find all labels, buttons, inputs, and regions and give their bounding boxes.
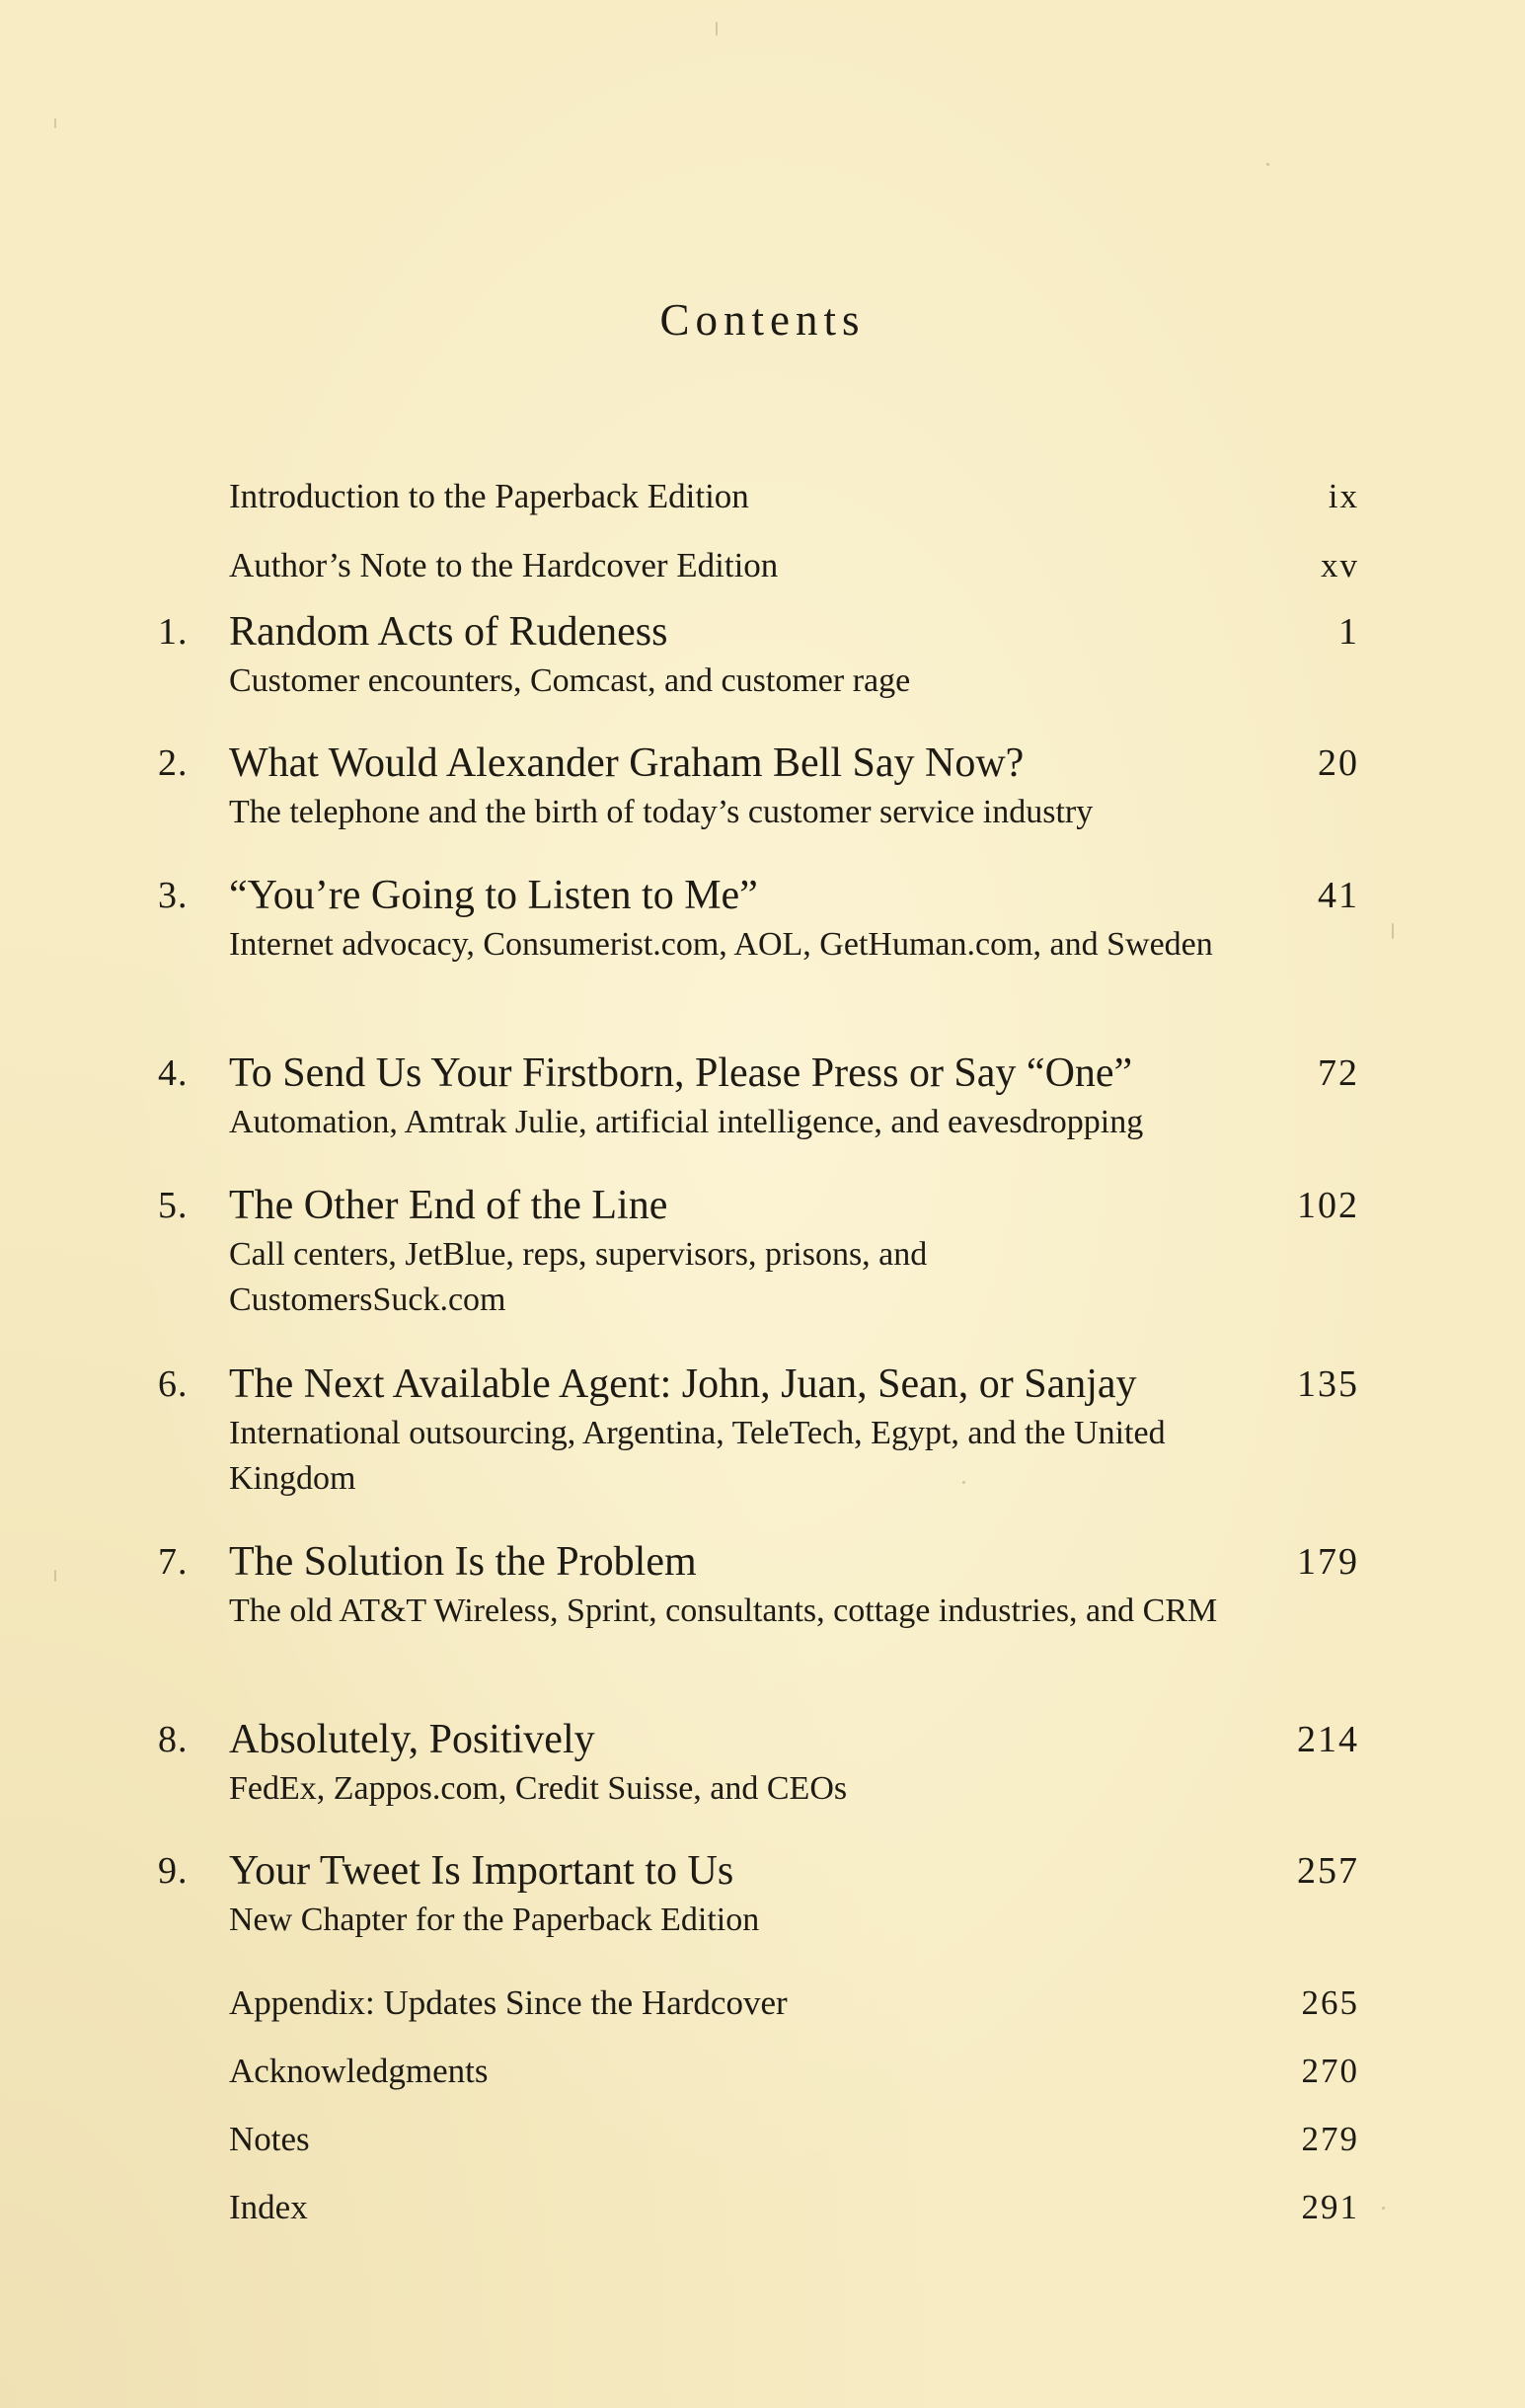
toc-page-number: 270 [1301,2052,1359,2090]
chapter-subtitle: Automation, Amtrak Julie, artificial intelligence, and eavesdropping [229,1104,1144,1140]
toc-page-number: xv [1321,546,1359,584]
chapter-subtitle: The telephone and the birth of today’s customer service industry [229,794,1094,830]
paper-speck [716,22,718,36]
toc-entry-label: Appendix: Updates Since the Hardcover [229,1983,788,2022]
chapter-subtitle: New Chapter for the Paperback Edition [229,1902,760,1938]
paper-speck [54,1570,56,1582]
toc-page-number: ix [1328,477,1359,515]
chapter-title: What Would Alexander Graham Bell Say Now? [229,740,1025,786]
paper-speck [1266,163,1269,166]
chapter-title: Absolutely, Positively [229,1717,595,1762]
chapter-title: Your Tweet Is Important to Us [229,1848,734,1894]
chapter-title: The Other End of the Line [229,1183,668,1228]
chapter-number: 6. [158,1363,189,1405]
toc-page-number: 20 [1318,742,1359,784]
toc-entry-label: Notes [229,2120,310,2158]
toc-entry-label: Introduction to the Paperback Edition [229,477,749,515]
toc-page-number: 279 [1301,2120,1359,2158]
toc-page-number: 72 [1318,1052,1359,1094]
chapter-title: “You’re Going to Listen to Me” [229,873,758,918]
chapter-subtitle: The old AT&T Wireless, Sprint, consultants, cottage industries, and CRM [229,1592,1218,1629]
toc-page-number: 214 [1297,1719,1359,1760]
toc-page-number: 179 [1297,1541,1359,1583]
toc-page-number: 1 [1338,611,1359,653]
chapter-title: The Next Available Agent: John, Juan, Sean, or Sanjay [229,1361,1137,1407]
chapter-title: The Solution Is the Problem [229,1539,697,1585]
toc-entry-label: Acknowledgments [229,2052,489,2090]
toc-entry-label: Index [229,2188,308,2226]
chapter-number: 4. [158,1052,189,1094]
chapter-subtitle: Internet advocacy, Consumerist.com, AOL, GetHuman.com, and Sweden [229,926,1213,963]
paper-speck [1392,923,1394,939]
toc-page-number: 102 [1297,1185,1359,1226]
chapter-number: 2. [158,742,189,784]
chapter-number: 3. [158,875,189,916]
toc-page-number: 135 [1297,1363,1359,1405]
chapter-number: 7. [158,1541,189,1583]
chapter-number: 9. [158,1850,189,1892]
toc-page-number: 265 [1301,1983,1359,2022]
chapter-number: 1. [158,611,189,653]
chapter-number: 8. [158,1719,189,1760]
toc-page-number: 41 [1318,875,1359,916]
paper-speck [1382,2207,1385,2210]
chapter-subtitle: FedEx, Zappos.com, Credit Suisse, and CEOs [229,1770,848,1807]
chapter-subtitle: International outsourcing, Argentina, TeleTech, Egypt, and the United Kingdom [229,1415,1166,1497]
toc-page-number: 291 [1301,2188,1359,2226]
chapter-title: To Send Us Your Firstborn, Please Press or Say “One” [229,1050,1133,1096]
chapter-title: Random Acts of Rudeness [229,609,668,655]
contents-heading: Contents [659,295,866,345]
chapter-subtitle: Customer encounters, Comcast, and customer rage [229,662,911,699]
chapter-number: 5. [158,1185,189,1226]
toc-page-number: 257 [1297,1850,1359,1892]
chapter-subtitle: Call centers, JetBlue, reps, supervisors, prisons, and CustomersSuck.com [229,1236,928,1318]
toc-entry-label: Author’s Note to the Hardcover Edition [229,546,779,584]
paper-speck [54,118,56,128]
